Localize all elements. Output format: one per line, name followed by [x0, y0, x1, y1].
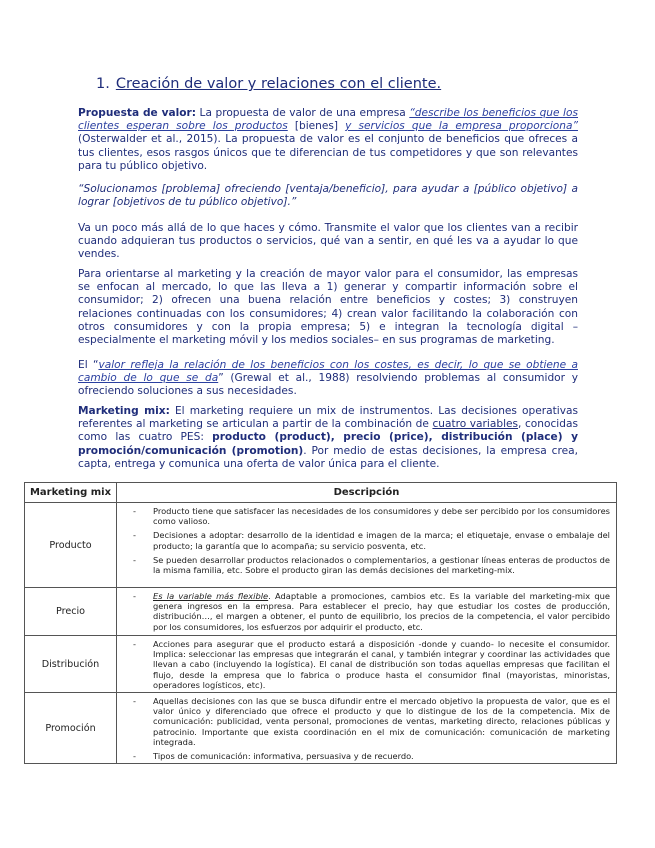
row-desc-promocion: [117, 693, 617, 764]
value-proposition-label: Propuesta de valor:: [78, 107, 197, 119]
citation-link-2[interactable]: y servicios que la empresa proporciona”: [345, 120, 578, 133]
paragraph-text: Para orientarse al marketing y la creación de mayor valor para el consumidor, las empresas se enfocan al mercado, lo que las lleva a 1) generar y compartir información sobre el consumidor; 2) ofrecen una buena relación entre beneficios y costes; 3) construyen relaciones continuadas con los consumidores; 4) crean valor facilitando la colaboración con otros consumidores y con la propia empresa; 5) e integran la tecnología digital – especialmente el marketing móvil y los medios sociales– en sus programas de marketing.: [78, 268, 578, 347]
paragraph-text: , conocidas como las cuatro PES:: [78, 418, 578, 444]
list-item: - Se pueden desarrollar productos relacionados o complementarios, a gestionar líneas enteras de productos de la misma familia, etc. Sobre el producto giran las demás decisiones del marketing-mix.: [117, 555, 610, 575]
paragraph-text: El “: [78, 359, 99, 371]
list-item: - Producto tiene que satisfacer las necesidades de los consumidores y debe ser percibido por los consumidores como valioso.: [117, 506, 610, 526]
four-ps-text: producto (product), precio (price), distribución (place) y promoción/comunicación (promotion): [78, 431, 578, 457]
table-header-row: [25, 483, 617, 503]
paragraph-market-orientation: [78, 268, 578, 347]
list-item: - Aquellas decisiones con las que se busca difundir entre el mercado objetivo la propuesta de valor, que es el valor único y diferenciado que ofrece el producto y que lo distingue de los de la competencia. Mix de comunicación: publicidad, venta personal, promociones de ventas, marketing directo, relaciones públicas y patrocinio. Importante que exista coordinación en el mix de comunicación: comunicación de marketing integrada.: [117, 696, 610, 747]
paragraph-text: . Por medio de estas decisiones, la empresa crea, capta, entrega y comunica una oferta de valor única para el cliente.: [78, 444, 578, 470]
list-item: - Decisiones a adoptar: desarrollo de la identidad e imagen de la marca; el etiquetaje, envase o embalaje del producto; la garantía que lo acompaña; su servicio posventa, etc.: [117, 530, 610, 550]
list-item: - Acciones para asegurar que el producto estará a disposición -donde y cuando- lo necesite el consumidor. Implica: seleccionar las empresas que integrarán el canal, y también integrar y coordinar las actividades que llevan a cabo (incluyendo la logística). El canal de distribución son todas aquellas empresas que facilitan el flujo, desde la empresa que lo fabrica o produce hasta el consumidor final (mayoristas, minoristas, operadores logísticos, etc).: [117, 639, 610, 690]
paragraph-text: Va un poco más allá de lo que haces y cómo. Transmite el valor que los clientes van a recibir cuando adquieran tus productos o servicios, qué van a sentir, en qué les va a ayudar lo que vendes.: [78, 222, 578, 261]
table-row: [25, 636, 617, 693]
list-item: - Tipos de comunicación: informativa, persuasiva y de recuerdo.: [117, 751, 610, 761]
heading-title: Creación de valor y relaciones con el cliente.: [115, 76, 442, 92]
table-row: [25, 588, 617, 636]
paragraph-marketing-mix: [78, 405, 578, 471]
paragraph-formula: [78, 183, 578, 209]
citation-link-3[interactable]: valor refleja la relación de los beneficios con los costes, es decir, lo que se obtiene a cambio de lo que se da: [78, 359, 578, 385]
row-desc-precio: [117, 588, 617, 636]
paragraph-text: [bienes]: [287, 120, 346, 133]
row-desc-distribucion: [117, 636, 617, 693]
formula-text: “Solucionamos [problema] ofreciendo [ventaja/beneficio], para ayudar a [público objetivo] a lograr [objetivos de tu público objetivo].”: [78, 183, 578, 209]
paragraph-text: ” (Grewal et al., 1988) resolviendo problemas al consumidor y ofreciendo soluciones a sus necesidades.: [78, 372, 578, 398]
row-name-producto: Producto: [25, 503, 117, 588]
header-descripcion: Descripción: [117, 483, 617, 503]
list-item-text: . Adaptable a promociones, cambios etc. Es la variable del marketing-mix que genera ingresos en la empresa. Para establecer el precio, hay que estudiar los costes de producción, distribución…, el margen a obtener, el punto de equilibrio, los precios de la competencia, el valor percibido por los consumidores, los esfuerzos por adquirir el producto, etc.: [153, 591, 610, 632]
paragraph-value-detail: [78, 222, 578, 262]
marketing-mix-table: [24, 482, 617, 764]
section-heading: [96, 76, 441, 92]
list-item: [117, 591, 610, 632]
table-row: [25, 693, 617, 764]
paragraph-text: El marketing requiere un mix de instrumentos. Las decisiones operativas referentes al marketing se articulan a partir de la combinación de: [78, 405, 578, 431]
citation-link-1[interactable]: “describe los beneficios que los clientes esperan sobre los productos: [78, 107, 579, 133]
row-name-distribucion: Distribución: [25, 636, 117, 693]
paragraph-text: (Osterwalder et al., 2015). La propuesta de valor es el conjunto de beneficios que ofreces a tus clientes, esos rasgos únicos que te diferencian de tus competidores y que son relevantes para tu público objetivo.: [78, 133, 578, 172]
row-desc-producto: [117, 503, 617, 588]
four-variables-link[interactable]: cuatro variables: [432, 418, 519, 431]
marketing-mix-label: Marketing mix:: [78, 405, 170, 417]
flexible-variable-text: Es la variable más flexible: [153, 591, 269, 601]
paragraph-text: La propuesta de valor de una empresa: [196, 107, 410, 119]
heading-number: 1.: [96, 76, 110, 92]
paragraph-value-proposition: [78, 107, 578, 173]
row-name-promocion: Promoción: [25, 693, 117, 764]
header-marketing-mix: Marketing mix: [25, 483, 117, 503]
row-name-precio: Precio: [25, 588, 117, 636]
paragraph-value-definition: [78, 359, 578, 399]
table-row: [25, 503, 617, 588]
